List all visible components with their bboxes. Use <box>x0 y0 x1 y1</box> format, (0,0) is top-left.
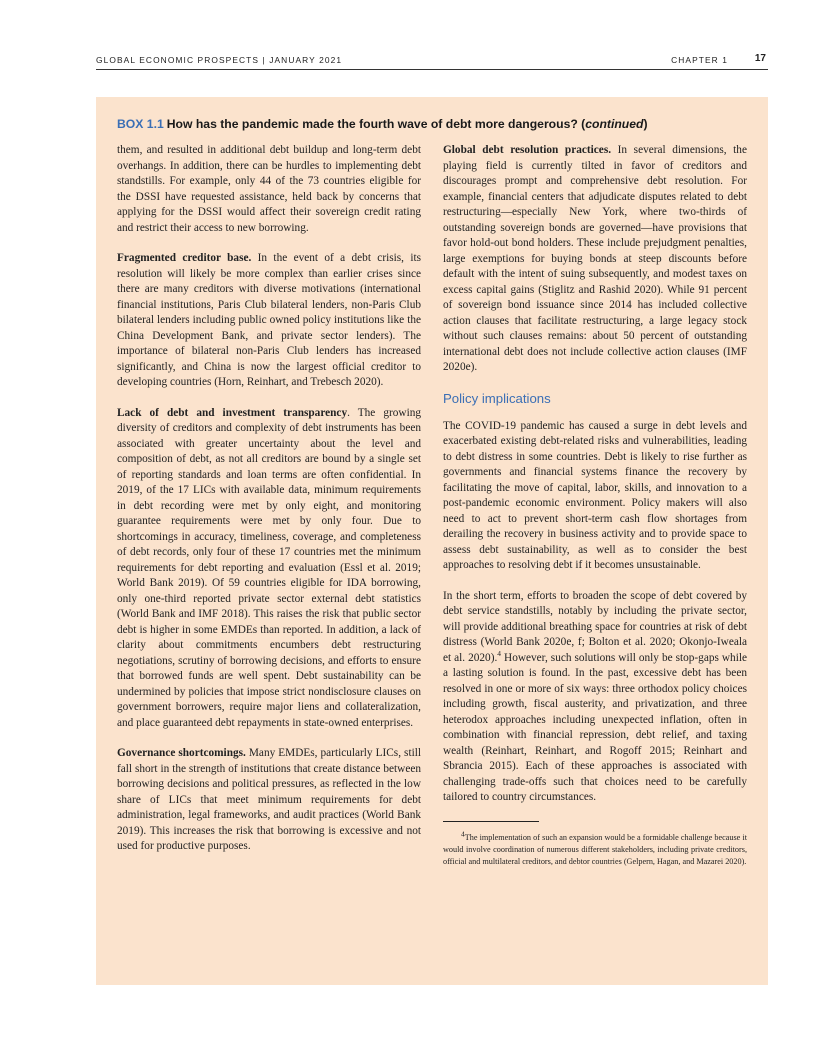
paragraph-transparency: Lack of debt and investment transparency. The growing diversity of creditors and complexity of debt instruments has been associated with greater uncertainty about the level and composition of debt, as not all creditors are bound by a single set of reporting standards and loan terms are often confidential. In 2019, of the 17 LICs with available data, minimum requirements in debt recording were met by only eight, and monitoring guarantee requirements were met by only four. Due to shortcomings in accuracy, timeliness, coverage, and completeness of debt records, only four of these 17 countries met the minimum requirements for debt reporting and evaluation (Essl et al. 2019; World Bank 2019). Of 59 countries eligible for IDA borrowing, only one-third reported private sector external debt statistics (World Bank and IMF 2018). This raises the risk that public sector debt is higher in some EMDEs than reported. In addition, a lack of clarity about commitments encumbers debt restructuring negotiations, scrutiny of borrowing decisions, and efforts to ensure that borrowed funds are well spent. Debt sustainability can be undermined by policies that impose strict nondisclosure clauses on government borrowers, require major liens and collateralization, and place guaranteed debt repayments in state-owned enterprises. <box>117 406 421 729</box>
paragraph-debt-resolution: Global debt resolution practices. In several dimensions, the playing field is currently tilted in favor of creditors and discourages prompt and comprehensive debt resolution. For example, financial centers that adjudicate disputes related to debt restructuring—especially New York, where two-thirds of outstanding sovereign bonds are governed—have provisions that favor hold-out bond holders. These include prejudgment penalties, large exemptions for buying bonds at steep discounts before default with the intent of suing subsequently, and modest taxes on excess capital gains (Stiglitz and Rashid 2020). While 91 percent of sovereign bond issuance since 2014 has included collective action clauses that facilitate restructuring, a large legacy stock without such clauses remains: about 50 percent of outstanding international debt does not include collective action clauses (IMF 2020e). <box>443 144 747 373</box>
paragraph: them, and resulted in additional debt buildup and long-term debt overhangs. In addition, there can be hurdles to implementing debt standstills. For example, only 44 of the 73 countries eligible for the DSSI have requested assistance, held back by concerns that applying for the DSSI would affect their sovereign credit rating and restrict their access to new borrowing. <box>117 144 421 234</box>
right-column <box>443 143 747 868</box>
publication-title: GLOBAL ECONOMIC PROSPECTS | JANUARY 2021 <box>96 55 343 65</box>
paragraph-fragmented-creditor: Fragmented creditor base. In the event of a debt crisis, its resolution will likely be more complex than earlier crises since there are many creditors with diverse motivations (international financial institutions, Paris Club bilateral lenders, non-Paris Club bilateral lenders including public owned policy institutions like the China Development Bank, and private sector lenders). The importance of bilateral non-Paris Club lenders has increased significantly, and China is now the largest official creditor to developing countries (Horn, Reinhart, and Trebesch 2020). <box>117 252 421 388</box>
paragraph-lead: Lack of debt and investment transparency <box>117 406 348 419</box>
paragraph-lead: Global debt resolution practices. <box>443 144 612 156</box>
header-rule <box>96 69 768 70</box>
paragraph-lead: Governance shortcomings. <box>117 747 246 759</box>
footnote-mark: 4 <box>461 828 465 838</box>
box-label: BOX 1.1 <box>117 117 164 131</box>
chapter-label: CHAPTER 1 <box>671 55 728 65</box>
paragraph: The COVID-19 pandemic has caused a surge in debt levels and exacerbated existing debt-related risks and vulnerabilities, leading to debt distress in some countries. Debt is likely to rise further as governments and financial systems finance the recovery by facilitating the move of capital, labor, skills, and innovation to a post-pandemic economic environment. Policy makers will also need to act to prevent short-term cash flow shortages from derailing the recovery in business activity and to provide space to assess debt sustainability, as well as to consider the best approaches to resolving debt if it becomes unsustainable. <box>443 419 747 571</box>
footnote-rule <box>443 821 539 822</box>
box-title-close: ) <box>643 117 648 131</box>
section-heading: Policy implications <box>443 390 551 406</box>
paragraph: In the short term, efforts to broaden the scope of debt covered by debt service standstills, notably by including the private sector, will provide additional breathing space for countries at risk of debt distress (World Bank 2020e, f; Bolton et al. 2020; Okonjo-Iweala et al. 2020).$^4$ However, such solutions will only be stop-gaps while a lasting solution is found. In the past, excessive debt has been resolved in one or more of six ways: three orthodox policy choices including growth, fiscal austerity, and privatization, and three heterodox approaches including unexpected inflation, often in combination with financial repression, debt relief, and taxing wealth (Reinhart, Reinhart, and Rogoff 2015; Reinhart and Sbrancia 2015). Each of these approaches is associated with challenging trade-offs such that choices need to be carefully tailored to country circumstances. <box>443 589 747 803</box>
left-column <box>117 143 421 870</box>
paragraph-lead: Fragmented creditor base. <box>117 252 252 264</box>
paragraph-governance: Governance shortcomings. Many EMDEs, particularly LICs, still fall short in the strength of institutions that create distance between borrowing decisions and political pressures, as reflected in the low share of LICs that meet minimum requirements for debt administration, legal frameworks, and audit practices (World Bank 2019). This increases the risk that borrowing is excessive and not used for productive purposes. <box>117 747 421 852</box>
box-title-text: How has the pandemic made the fourth wave of debt more dangerous? ( <box>166 117 586 131</box>
box-panel <box>96 97 768 985</box>
footnote-reference: 4 <box>497 648 502 658</box>
page-number: 17 <box>754 53 766 64</box>
box-title-continued: continued <box>585 117 644 131</box>
box-title <box>117 117 648 131</box>
running-header <box>96 52 768 70</box>
footnote: $^4$The implementation of such an expansion would be a formidable challenge because it would involve coordination of numerous different stakeholders, including private creditors, official and multilateral creditors, and debtor countries (Gelpern, Hagan, and Mazarei 2020). <box>443 828 747 866</box>
